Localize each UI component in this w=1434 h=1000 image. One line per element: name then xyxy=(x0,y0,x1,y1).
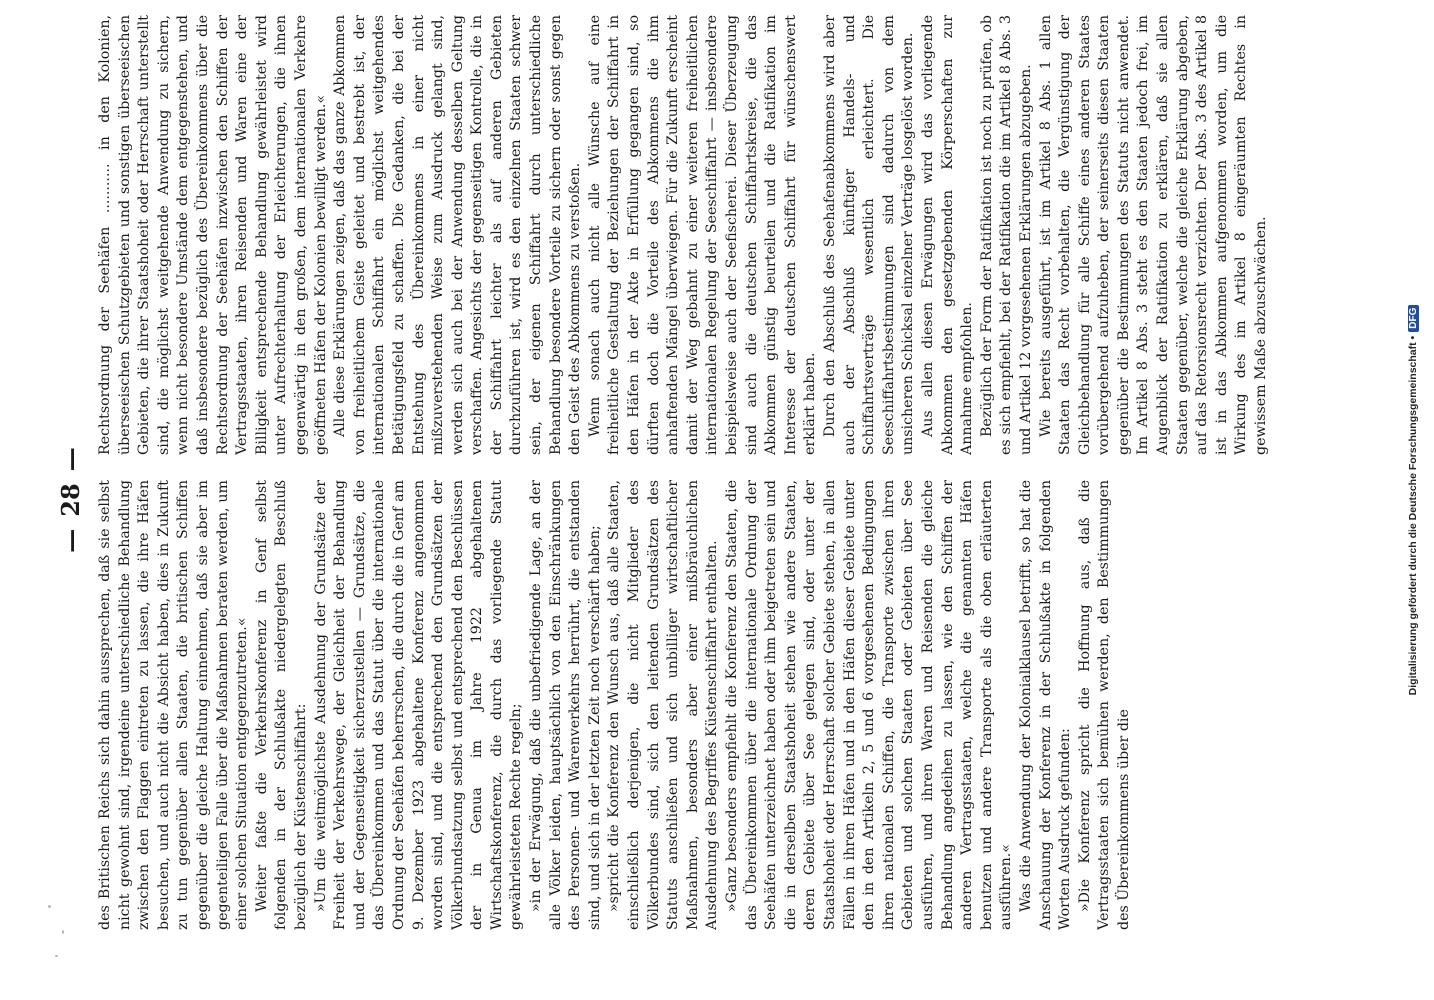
header-dash-right: — xyxy=(55,447,85,472)
paragraph: Weiter faßte die Verkehrskonferenz in Genf selbst folgenden in der Schlußakte niedergelegten Beschluß bezüglich der Küstenschiffahrt: xyxy=(253,480,309,930)
page-number: 28 xyxy=(55,483,85,517)
paragraph: Alle diese Erklärungen zeigen, daß das ganze Abkommen von freiheitlichem Geiste geleitet und bestrebt ist, der internationalen Schiffahrt ein möglichst weitgehendes Betätigungsfeld zu schaffen. Die Gedanken, die bei der Entstehung des Übereinkommens in einer nicht mißzuverstehenden Weise zum Ausdruck gelangt sind, werden sich auch bei der Anwendung desselben Geltung verschaffen. Angesichts der gegenseitigen Kontrolle, die in der Schiffahrt leichter als auf anderen Gebieten durchzuführen ist, wird es den einzelnen Staaten schwer sein, der eigenen Schiffahrt durch unterschiedliche Behandlung besondere Vorteile zu sichern oder sonst gegen den Geist des Abkommens zu verstoßen. xyxy=(332,15,584,455)
paragraph: »Ganz besonders empfiehlt die Konferenz den Staaten, die das Übereinkommen über die internationale Ordnung der Seehäfen unterzeichnet haben oder ihm beigetreten sein und die in derselben Staatshoheit stehen wie andere Staaten, deren Gebiete über See gelegen sind, oder unter der Staatshoheit oder Herrschaft solcher Gebiete stehen, in allen Fällen in ihren Häfen und in den Häfen dieser Gebiete unter den in den Artikeln 2, 5 und 6 vorgesehenen Bedingungen ihren nationalen Schiffen, die Transporte zwischen ihren Gebieten und solchen Staaten oder Gebieten über See ausführen, und ihren Waren und Reisenden die gleiche Behandlung angedeihen zu lassen, wie den Schiffen der anderen Vertragsstaaten, welche die genannten Häfen benutzen und andere Transporte als die oben erläuterten ausführen.« xyxy=(724,480,1015,930)
paragraph: »Um die weitmöglichste Ausdehnung der Grundsätze der Freiheit der Verkehrswege, der Gleichheit der Behandlung und der Gegenseitigkeit sicherzustellen — Grundsätze, die das Übereinkommen und das Statut über die internationale Ordnung der Seehäfen beherrschen, die durch die in Genf am 9. Dezember 1923 abgehaltene Konferenz angenommen worden sind, und die entsprechend den Grundsätzen der Völkerbundsatzung selbst und entsprechend den Beschlüssen der in Genua im Jahre 1922 abgehaltenen Wirtschaftskonferenz, die durch das vorliegende Statut gewährleisteten Rechte regeln; xyxy=(312,480,525,930)
paragraph: des Britischen Reichs sich dahin aussprechen, daß sie selbst nicht gewohnt sind, irgendeine unterschiedliche Behandlung zwischen den Flaggen eintreten zu lassen, die ihre Häfen besuchen, und auch nicht die Absicht haben, dies in Zukunft zu tun gegenüber allen Staaten, die britischen Schiffen gegenüber die gleiche Haltung einnehmen, daß sie aber im gegenteiligen Falle über die Maßnahmen beraten werden, um einer solchen Situation entgegenzutreten.« xyxy=(97,480,251,930)
header-dash-left: — xyxy=(55,528,85,553)
paragraph: Wie bereits ausgeführt, ist im Artikel 8 Abs. 1 allen Staaten das Recht vorbehalten, die Vergünstigung der Gleichbehandlung für alle Schiffe eines anderen Staates vorübergehend aufzuheben, der seinerseits diesen Staaten gegenüber die Bestimmungen des Statuts nicht anwendet. Im Artikel 8 Abs. 3 steht es den Staaten jedoch frei, im Augenblick der Ratifikation zu erklären, daß sie allen Staaten gegenüber, welche die gleiche Erklärung abgeben, auf das Retorsionsrecht verzichten. Der Abs. 3 des Artikel 8 ist in das Abkommen aufgenommen worden, um die Wirkung des im Artikel 8 eingeräumten Rechtes in gewissem Maße abzuschwächen. xyxy=(1037,15,1270,455)
text-column-left xyxy=(96,480,1296,930)
credit-text: Digitalisierung gefördert durch die Deutsche Forschungsgemeinschaft • xyxy=(1407,335,1419,696)
paragraph: »spricht die Konferenz den Wunsch aus, daß alle Staaten, einschließlich derjenigen, die nicht Mitglieder des Völkerbundes sind, sich den leitenden Grundsätzen des Statuts anschließen und sich unbilliger wirtschaftlicher Maßnahmen, besonders aber einer mißbräuchlichen Ausdehnung des Begriffes Küstenschiffahrt enthalten. xyxy=(606,480,721,930)
paragraph: Bezüglich der Form der Ratifikation ist noch zu prüfen, ob es sich empfiehlt, bei der Ratifikation die im Artikel 8 Abs. 3 und Artikel 12 vorgesehenen Erklärungen abzugeben. xyxy=(978,15,1034,455)
scan-speck xyxy=(48,905,51,908)
paragraph: Wenn sonach auch nicht alle Wünsche auf eine freiheitliche Gestaltung der Beziehungen der Schiffahrt in den Häfen in der Akte in Erfüllung gegangen sind, so dürften doch die Vorteile des Abkommens die ihm anhaftenden Mängel überwiegen. Für die Zukunft erscheint damit der Weg gebahnt zu einer weiteren freiheitlichen internationalen Regelung der Seeschiffahrt — insbesondere beispielsweise auch der Seefischerei. Dieser Überzeugung sind auch die deutschen Schiffahrtskreise, die das Abkommen günstig beurteilen und die Ratifikation im Interesse der deutschen Schiffahrt für wünschenswert erklärt haben. xyxy=(586,15,819,455)
paragraph: »Die Konferenz spricht die Hoffnung aus, daß die Vertragsstaaten sich bemühen werden, den Bestimmungen des Übereinkommens über die xyxy=(1076,480,1132,930)
paragraph: »in der Erwägung, daß die unbefriedigende Lage, an der alle Völker leiden, hauptsächlich von den Einschränkungen des Personen- und Warenverkehrs herrührt, die entstanden sind, und sich in der letzten Zeit noch verschärft haben; xyxy=(528,480,603,930)
paragraph: Aus allen diesen Erwägungen wird das vorliegende Abkommen den gesetzgebenden Körperschaften zur Annahme empfohlen. xyxy=(919,15,976,455)
text-column-right xyxy=(96,15,1296,455)
scan-speck xyxy=(55,955,58,957)
paragraph: Rechtsordnung der Seehäfen ........... in den Kolonien, überseeischen Schutzgebieten und sonstigen überseeischen Gebieten, die ihrer Staatshoheit oder Herrschaft unterstellt sind, die möglichst weitgehende Anwendung zu sichern, wenn nicht besondere Umstände dem entgegenstehen, und daß insbesondere bezüglich des Übereinkommens über die Rechtsordnung der Seehäfen inzwischen den Schiffen der Vertragsstaaten, ihren Reisenden und Waren eine der Billigkeit entsprechende Behandlung gewährleistet wird unter Aufrechterhaltung der Erleichterungen, die ihnen gegenwärtig in den großen, dem internationalen Verkehre geöffneten Häfen der Kolonien bewilligt werden.« xyxy=(97,15,329,455)
scan-speck xyxy=(62,930,64,934)
paragraph: Was die Anwendung der Kolonialklausel betrifft, so hat die Anschauung der Konferenz in der Schlußakte in folgenden Worten Ausdruck gefunden: xyxy=(1017,480,1074,930)
dfg-logo-badge: DFG xyxy=(1408,305,1419,332)
paragraph: Durch den Abschluß des Seehafenabkommens wird aber auch der Abschluß künftiger Handels- und Schiffahrtsverträge wesentlich erleichtert. Die Seeschiffahrtsbestimmungen sind dadurch von dem unsicheren Schicksal einzelner Verträge losgelöst worden. xyxy=(821,15,917,455)
digitization-credit xyxy=(1402,0,1424,1000)
page-header xyxy=(50,70,90,930)
